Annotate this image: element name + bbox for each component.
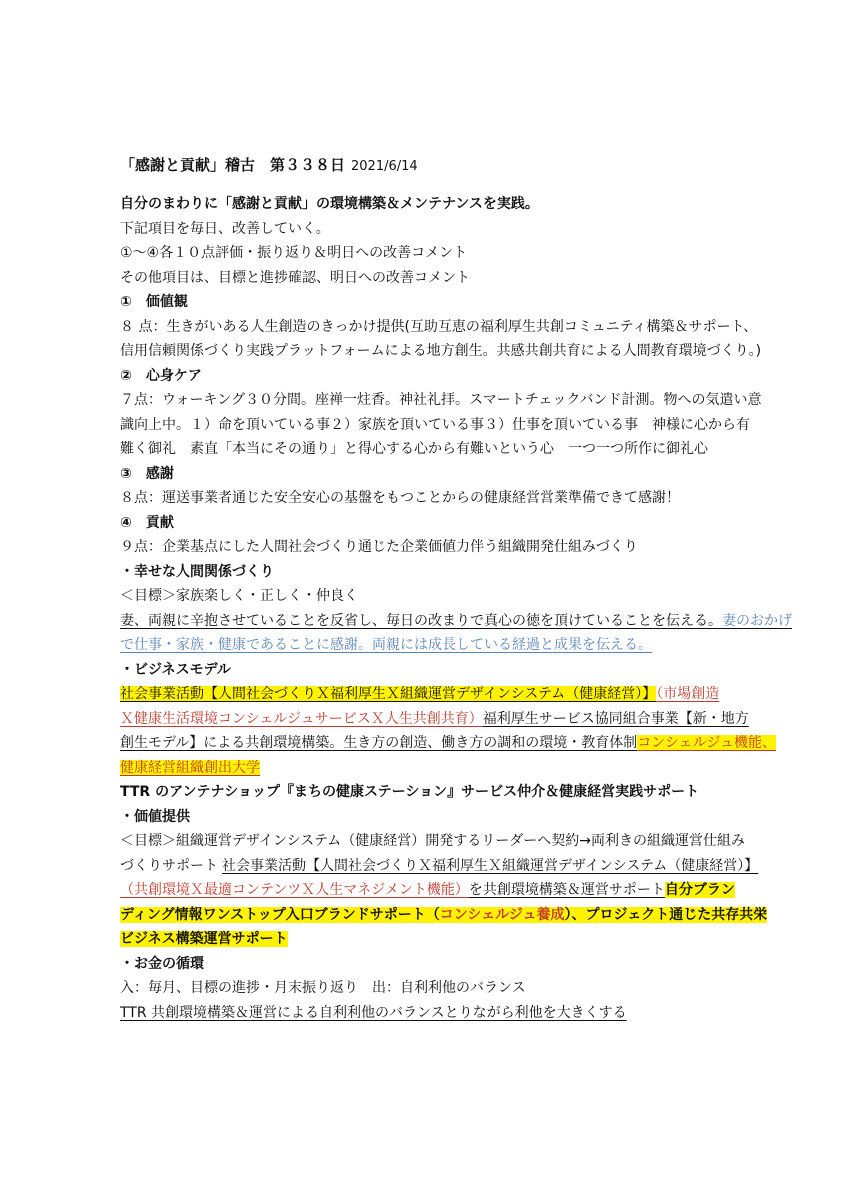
business-highlight-red: コンシェルジュ機能、 [637, 735, 777, 751]
mindbody-text: 識向上中。１）命を頂いている事２）家族を頂いている事３）仕事を頂いている事 神様に心から有 [120, 416, 750, 433]
intro-line: その他項目は、目標と進捗確認、明日への改善コメント [120, 269, 470, 286]
value-text: づくりサポート [120, 857, 218, 874]
value-highlight: ビジネス構築運営サポート [120, 931, 288, 947]
value-provision-text [120, 903, 768, 928]
relationships-text: で仕事・家族・健康であることに感謝。両親には成長している経過と成果を伝える。 [120, 637, 652, 653]
values-text: 信用信頼関係づくり実践プラットフォームによる地方創生。共感共創共育による人間教育環境づくり。) [120, 343, 762, 359]
business-red-text: （市場創造 [656, 686, 720, 702]
section-heading-contribution: ④ 貢献 [120, 514, 174, 531]
mindbody-text: 難く御礼 素直「本当にその通り」と得心する心から有難いという心 一つ一つ所作に御礼心 [120, 441, 708, 457]
section-heading-gratitude: ③ 感謝 [120, 465, 174, 482]
title-text: 「感謝と貢献」稽古 第３３８日 [120, 156, 346, 174]
value-highlight: ）、プロジェクト通じた共存共栄 [564, 906, 768, 923]
intro-line: 自分のまわりに「感謝と貢献」の環境構築＆メンテナンスを実践。 [120, 196, 539, 212]
value-underlined: を共創環境構築＆運営サポート [468, 882, 665, 898]
section-heading-values: ① 価値観 [120, 294, 188, 310]
money-underlined: TTR 共創環境構築＆運営による自利利他のバランスとりながら利他を大きくする [120, 1004, 627, 1021]
business-model-text [120, 731, 777, 756]
family-text-blue: 妻のおかげ [722, 612, 792, 629]
money-cycle-text: 入：毎月、目標の進捗・月末振り返り 出：自利利他のバランス [120, 980, 526, 996]
section-heading-value-provision: ・価値提供 [120, 808, 190, 825]
business-model-text [120, 756, 740, 781]
section-heading-relationships: ・幸せな人間関係づくり [120, 563, 274, 580]
section-heading-business-model: ・ビジネスモデル [120, 661, 231, 678]
value-red-text: （共創環境Ｘ最適コンテンツＸ人生マネジメント機能） [120, 882, 469, 898]
business-model-text [120, 707, 749, 732]
section-heading-mindbody: ② 心身ケア [120, 367, 202, 384]
value-provision-text [120, 927, 740, 952]
value-provision-text: ＜目標＞組織運営デザインシステム（健康経営）開発するリーダーへ契約→両利きの組織運営仕組み [120, 833, 745, 849]
intro-line: 下記項目を毎日、改善していく。 [120, 220, 330, 237]
document-body [120, 150, 792, 1025]
page-title [120, 150, 740, 182]
value-highlight: 自分ブラン [664, 882, 735, 898]
value-provision-text [120, 854, 759, 879]
contribution-text: ９点：企業基点にした人間社会づくり通じた企業価値力伴う組織開発仕組みづくり [120, 539, 638, 555]
section-heading-money-cycle: ・お金の循環 [120, 955, 204, 972]
business-red-text: Ｘ健康生活環境コンシェルジュサービスＸ人生共創共育） [120, 710, 483, 727]
business-text: 創生モデル】による共創環境構築。生き方の創造、働き方の調和の環境・教育体制 [120, 735, 638, 751]
business-model-text [120, 682, 740, 707]
gratitude-text: ８点：運送事業者通じた安全安心の基盤をもつことからの健康経営営業準備できて感謝！ [120, 490, 680, 506]
ttr-antenna-shop: TTR のアンテナショップ『まちの健康ステーション』サービス仲介＆健康経営実践サポート [120, 784, 700, 800]
relationships-goal: ＜目標＞家族楽しく・正しく・仲良く [120, 588, 358, 604]
value-highlight: ディング情報ワンストップ入口ブランドサポート（ [120, 906, 440, 923]
value-underlined: 社会事業活動【人間社会づくりＸ福利厚生Ｘ組織運営デザインシステム（健康経営）】 [222, 857, 759, 874]
family-text: 妻、両親に辛抱させていることを反省し、毎日の改まりで真心の徳を頂けていることを伝える。 [120, 612, 722, 629]
business-highlight-red: 健康経営組織創出大学 [120, 759, 260, 776]
values-text: ８ 点：生きがいある人生創造のきっかけ提供(互助互恵の福利厚生共創コミュニティ構築＆サポート、 [120, 318, 758, 335]
money-cycle-text [120, 1001, 740, 1026]
value-highlight-red: コンシェルジュ養成 [439, 906, 565, 923]
title-date: 2021/6/14 [351, 159, 418, 174]
relationships-text [120, 609, 792, 634]
business-text: 福利厚生サービス協同組合事業【新・地方 [482, 710, 749, 727]
mindbody-text: ７点：ウォーキング３０分間。座禅一炷香。神社礼拝。スマートチェックバンド計測。物への気遣い意 [120, 392, 762, 408]
intro-line: ①～④各１０点評価・振り返り＆明日への改善コメント [120, 245, 468, 261]
value-provision-text [120, 878, 740, 903]
business-highlight: 社会事業活動【人間社会づくりＸ福利厚生Ｘ組織運営デザインシステム（健康経営）】 [120, 686, 657, 702]
